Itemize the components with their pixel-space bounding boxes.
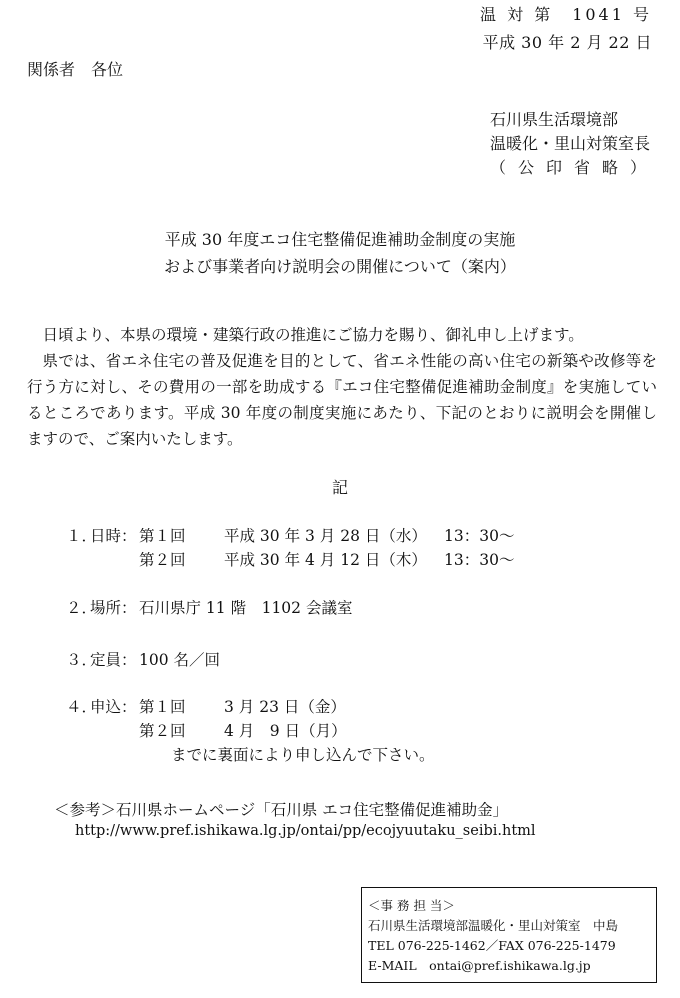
- item-number: ２．: [66, 599, 98, 617]
- sender-seal-note: （公印省略）: [490, 158, 659, 177]
- session-name: 第１回: [139, 527, 186, 545]
- item-label: 申込：: [90, 698, 137, 716]
- session-date: 4 月 9 日（月）: [224, 722, 347, 740]
- title-line-1: 平成 30 年度エコ住宅整備促進補助金制度の実施: [164, 230, 516, 249]
- sender-department: 石川県生活環境部: [490, 110, 619, 129]
- title-line-2: および事業者向け説明会の開催について（案内）: [164, 257, 516, 276]
- session-date: 平成 30 年 3 月 28 日（水）: [224, 527, 427, 545]
- document-date: 平成 30 年 2 月 22 日: [482, 33, 652, 52]
- reference-url: http://www.pref.ishikawa.lg.jp/ontai/pp/ecojyuutaku_seibi.html: [75, 823, 536, 839]
- item-value: 100 名／回: [139, 651, 221, 669]
- item-value: 石川県庁 11 階 1102 会議室: [139, 599, 353, 617]
- body-text: [27, 322, 657, 452]
- contact-email: E-MAIL ontai@pref.ishikawa.lg.jp: [368, 958, 591, 973]
- document-number: 温 対 第 1041 号: [480, 5, 652, 24]
- item-number: １．: [66, 527, 98, 545]
- session-name: 第２回: [139, 551, 186, 569]
- contact-office: 石川県生活環境部温暖化・里山対策室 中島: [368, 918, 619, 933]
- contact-phone-fax: TEL 076-225-1462／FAX 076-225-1479: [368, 938, 616, 953]
- contact-heading: ＜事 務 担 当＞: [368, 898, 455, 913]
- session-date: 平成 30 年 4 月 12 日（木）: [224, 551, 427, 569]
- sender-position: 温暖化・里山対策室長: [490, 134, 651, 153]
- item-label: 日時：: [90, 527, 137, 545]
- body-paragraph-2: 県では、省エネ住宅の普及促進を目的として、省エネ性能の高い住宅の新築や改修等を行う方に対し、その費用の一部を助成する『エコ住宅整備促進補助金制度』を実施しているところであります。平成 30 年度の制度実施にあたり、下記のとおりに説明会を開催しますので、ご案内いたします。: [27, 352, 657, 448]
- document-title: [0, 229, 680, 283]
- session-name: 第２回: [139, 722, 186, 740]
- ki-heading: 記: [331, 478, 348, 497]
- item-number: ４．: [66, 698, 98, 716]
- body-paragraph-1: 日頃より、本県の環境・建築行政の推進にご協力を賜り、御礼申し上げます。: [42, 326, 584, 344]
- session-time: 13：30～: [444, 527, 515, 545]
- item-label: 定員：: [90, 651, 137, 669]
- sender-block: [490, 109, 658, 181]
- reference-text: ＜参考＞石川県ホームページ「石川県 エコ住宅整備促進補助金」: [54, 801, 509, 819]
- session-date: 3 月 23 日（金）: [224, 698, 346, 716]
- item-label: 場所：: [90, 599, 137, 617]
- recipient: 関係者 各位: [27, 60, 124, 79]
- session-time: 13：30～: [444, 551, 515, 569]
- session-name: 第１回: [139, 698, 186, 716]
- contact-box: [361, 887, 657, 983]
- item-number: ３．: [66, 651, 98, 669]
- application-note: までに裏面により申し込んで下さい。: [171, 746, 435, 764]
